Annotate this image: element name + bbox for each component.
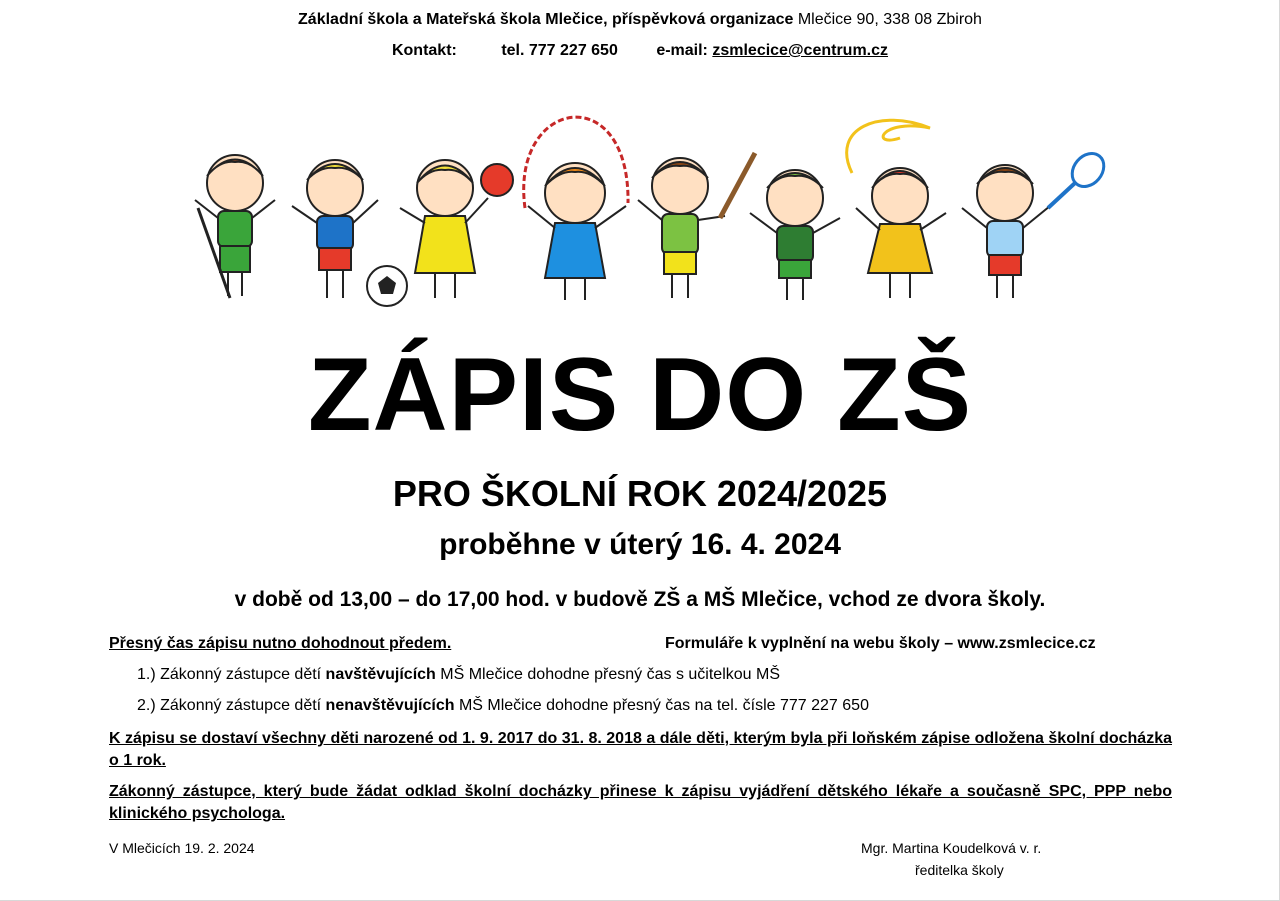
enrollment-time-place: v době od 13,00 – do 17,00 hod. v budově ZŠ a MŠ Mlečice, vchod ze dvora školy. xyxy=(234,588,1046,611)
note-appointment: Přesný čas zápisu nutno dohodnout předem. xyxy=(109,635,452,652)
list-item xyxy=(137,666,780,684)
header-contact xyxy=(0,42,1280,60)
ribbon-icon xyxy=(847,120,930,173)
child-figure xyxy=(962,165,1050,298)
place-date: V Mlečicích 19. 2. 2024 xyxy=(109,840,255,856)
child-figure xyxy=(856,168,946,298)
signature-name: Mgr. Martina Koudelková v. r. xyxy=(861,840,1042,856)
child-figure xyxy=(195,155,275,298)
enrollment-date: proběhne v úterý 16. 4. 2024 xyxy=(439,528,841,561)
signature-title: ředitelka školy xyxy=(915,862,1004,878)
list-item-emphasis: navštěvujících xyxy=(325,666,436,683)
contact-label: Kontakt: xyxy=(391,42,457,59)
organization-address: Mlečice 90, 338 08 Zbiroh xyxy=(797,11,982,28)
eligibility-paragraph: K zápisu se dostaví všechny děti narozené od 1. 9. 2017 do 31. 8. 2018 a dále děti, kterým byla při loňském zápise odložena školní docházka o 1 rok. xyxy=(109,730,1172,769)
soccer-ball-icon xyxy=(367,266,407,306)
badminton-racket-icon xyxy=(1048,147,1110,208)
ball-icon xyxy=(481,164,513,196)
contact-email-link[interactable]: zsmlecice@centrum.cz xyxy=(712,42,889,59)
list-item-text: 2.) Zákonný zástupce dětí xyxy=(137,697,326,714)
list-item-text: 1.) Zákonný zástupce dětí xyxy=(137,666,326,683)
organization-name: Základní škola a Mateřská škola Mlečice, příspěvková organizace xyxy=(298,11,794,28)
child-figure xyxy=(750,170,840,300)
list-item xyxy=(137,697,869,715)
children-playing-illustration xyxy=(180,88,1110,313)
child-figure xyxy=(400,160,488,298)
deferral-paragraph: Zákonný zástupce, který bude žádat odklad školní docházky přinese k zápisu vyjádření dětského lékaře a současně SPC, PPP nebo klinického psychologa. xyxy=(109,783,1172,822)
list-item-text: MŠ Mlečice dohodne přesný čas s učitelkou MŠ xyxy=(435,666,780,683)
note-forms-website: Formuláře k vyplnění na webu školy – www.zsmlecice.cz xyxy=(665,635,1096,652)
child-figure xyxy=(528,163,626,300)
contact-email-label: e-mail: xyxy=(656,42,708,59)
header-organization xyxy=(0,11,1280,29)
list-item-text: MŠ Mlečice dohodne přesný čas na tel. čísle 777 227 650 xyxy=(454,697,869,714)
contact-phone: tel. 777 227 650 xyxy=(501,42,618,59)
page-title: ZÁPIS DO ZŠ xyxy=(308,337,972,453)
child-figure xyxy=(638,153,755,298)
list-item-emphasis: nenavštěvujících xyxy=(325,697,455,714)
child-figure xyxy=(292,160,378,298)
school-year-subtitle: PRO ŠKOLNÍ ROK 2024/2025 xyxy=(392,473,888,514)
